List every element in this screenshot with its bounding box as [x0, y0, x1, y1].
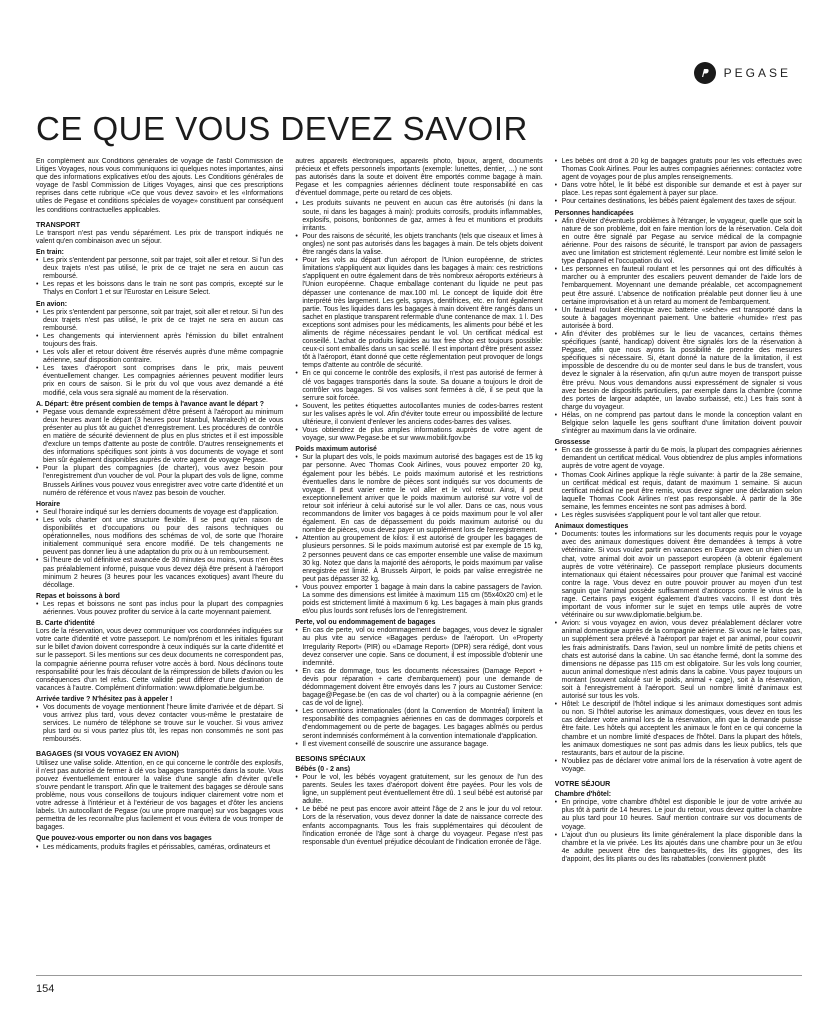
- bullet-list: [555, 158, 802, 207]
- list-item: • Les changements qui interviennent après l'émission du billet entraînent toujours des frais.: [43, 333, 283, 349]
- subsection-heading: Bébés (0 - 2 ans): [295, 765, 351, 773]
- list-item: • Pour les vols au départ d'un aéroport de l'Union européenne, de strictes limitations s'appliquent aux liquides dans les bagages à main: ces restrictions s'appliquent en outre également dans de très nombreux aéroports extérieurs à l'Union européenne. Chaque emballage contenant du liquide ne peut pas dépasser une contenance de max.100 ml. Le concept de liquide doit être interprété très largement. Les gels, sprays, dentifrices, etc. en font également partie. Tous les liquides dans les bagages à main doivent être rangés dans un sachet en plastique transparent refermable d'une contenance de max. 1 l. Des exceptions sont admises pour les médicaments, les aliments pour bébé et les aliments de régime nécessaires pendant le vol. Un certificat médical est conseillé. L'achat de produits liquides au tax free shop est toujours possible: ceux-ci sont emballés dans un sac scellé. Il est important d'être présent assez tôt à l'aéroport, étant donné que cette réglementation peut provoquer de longs temps d'attente au contrôle de sécurité.: [302, 257, 542, 370]
- section-heading: BAGAGES (SI VOUS VOYAGEZ EN AVION): [36, 750, 179, 759]
- list-item: • Les produits suivants ne peuvent en aucun cas être autorisés (ni dans la soute, ni dans les bagages à main): produits corrosifs, produits inflammables, explosifs, poisons, bonbonnes de gaz, armes à feu et munitions et produits irritants.: [302, 200, 542, 232]
- list-item: • Pour des raisons de sécurité, les objets tranchants (tels que ciseaux et limes à ongles) ne sont pas autorisés dans les bagages à main. De tels objets doivent être rangés dans la valise.: [302, 233, 542, 257]
- list-item: • En cas de perte, vol ou endommagement de bagages, vous devez le signaler au plus vite au service «Bagages perdus» de l'aéroport. Un «Property Irregularity Report» (PIR) ou «Damage Report» (DPR) sera rédigé, dont vous devez conserver une copie. Sans ce document, il est impossible d'obtenir une indemnité.: [302, 627, 542, 667]
- list-item: • Documents: toutes les informations sur les documents requis pour le voyage avec des animaux domestiques doivent être demandées à temps à votre vétérinaire. Si vous voulez partir en vacances en Europe avec un chien ou un chat, votre animal doit avoir un passeport européen (à obtenir également auprès de votre vétérinaire). Ce passeport remplace plusieurs documents internationaux qui étaient nécessaires pour prouver que l'animal est vacciné contre la rage. Vous devez en outre pouvoir prouver au moyen d'un test sanguin que l'animal possède suffisamment d'anticorps contre le virus de la rage. Certains pays exigent également d'autres vaccins. Il est dont très important de vous informer sur le sujet en temps utile auprès de votre vétérinaire ou sur www.diplomatie.belgium.be.: [562, 531, 802, 620]
- page-title: CE QUE VOUS DEVEZ SAVOIR: [36, 110, 528, 147]
- list-item: • Le bébé ne peut pas encore avoir atteint l'âge de 2 ans le jour du vol retour. Lors de la réservation, vous devez donner la date de naissance correcte des enfants accompagnants. Tous les frais supplémentaires qui découlent de l'indication erronée de l'âge sont à charge du voyageur. Pegase n'est pas responsable d'un éventuel préjudice découlant de l'indication erronée de l'âge.: [302, 806, 542, 846]
- list-item: • En cas de grossesse à partir du 6e mois, la plupart des compagnies aériennes demandent un certificat médical. Vous obtiendrez de plus amples informations auprès de votre agent de voyage.: [562, 447, 802, 471]
- list-item: • En cas de dommage, tous les documents nécessaires (Damage Report + devis pour réparation + carte d'embarquement) pour une demande de dédommagement doivent être envoyés dans les 7 jours au Customer Service: bagage@Pegase.be (en cas de vol charter) ou à la compagnie aérienne (en cas de vol de ligne).: [302, 668, 542, 708]
- list-item: • Les prix s'entendent par personne, soit par trajet, soit aller et retour. Si l'un des deux trajets n'est pas utilisé, le prix de ce trajet ne sera en aucun cas remboursé.: [43, 257, 283, 281]
- list-item: • Les médicaments, produits fragiles et périssables, caméras, ordinateurs et: [43, 844, 283, 852]
- list-item: • Vos documents de voyage mentionnent l'heure limite d'arrivée et de départ. Si vous arrivez plus tard, vous devez contacter vous-même le prestataire de services. Le numéro de téléphone se trouve sur le voucher. Si vous arrivez plus tard ou si vous partez plus tôt, les repas non consommés ne sont pas remboursés.: [43, 704, 283, 744]
- subsection-heading: Perte, vol ou endommagement de bagages: [295, 619, 436, 627]
- list-item: • Pegase vous demande expressément d'être présent à l'aéroport au minimum deux heures avant le départ (3 heures pour Istanbul, Marrakech) et de vous présenter au plus tôt au guichet d'enregistrement. Les procédures de contrôle en matière de sécurité deviennent de plus en plus strictes et il est impossible d'exclure un temps d'attente au poste de contrôle. D'autres renseignements et des informations spécifiques sont joints à vos documents de voyage et sont bien sûr également disponibles auprès de votre agent de voyage Pegase.: [43, 409, 283, 466]
- subsection-heading: Grossesse: [554, 439, 590, 447]
- subsection-heading: En train:: [36, 248, 64, 256]
- bullet-list: [36, 509, 283, 590]
- brand-name: PEGASE: [723, 66, 791, 80]
- subsection-heading: Poids maximum autorisé: [295, 446, 377, 454]
- list-item: • Il est vivement conseillé de souscrire une assurance bagage.: [302, 741, 542, 749]
- list-item: • Les vols charter ont une structure flexible. Il se peut qu'en raison de disponibilités et d'occupations ou pour des raisons techniques ou opérationnelles, nous modifions des schémas de vol, de sorte que l'horaire initialement communiqué sera encore modifié. De tels changements ne peuvent pas donner lieu à une adaptation du prix ou à un remboursement.: [43, 517, 283, 557]
- list-item: • Les personnes en fauteuil roulant et les personnes qui ont des difficultés à marcher ou à emprunter des escaliers peuvent demander de l'aide lors de l'embarquement. Moyennant une demande préalable, cet accompagnement peut être assuré. L'absence de notification préalable peut donner lieu à une certaine improvisation et à un retard au moment de l'embarquement.: [562, 266, 802, 306]
- bullet-list: [36, 309, 283, 398]
- brand-logo: [694, 62, 791, 84]
- paragraph: Le transport n'est pas vendu séparément. Les prix de transport indiqués ne valent qu'en combinaison avec un séjour.: [36, 229, 284, 245]
- list-item: • Les repas et boissons ne sont pas inclus pour la plupart des compagnies aériennes. Vous pouvez profiter du service à la carte moyennant paiement.: [43, 601, 283, 617]
- bullet-list: [295, 454, 542, 616]
- list-item: • Pour la plupart des compagnies (de charter), vous avez besoin pour l'enregistrement d'un voucher de vol. Pour la plupart des vols de ligne, comme Brussels Airlines vous pouvez vous enregistrer avec votre carte d'identité et un numéro de référence et vous n'avez pas besoin de voucher.: [43, 465, 283, 497]
- text-column-2: [295, 158, 542, 958]
- list-item: • Souvent, les petites étiquettes autocollantes munies de codes-barres restent sur les valises après le vol. Afin d'éviter toute erreur ou impossibilité de lecture ultérieure, il convient d'enlever les anciens codes-barres des valises.: [302, 403, 542, 427]
- list-item: • Les bébés ont droit à 20 kg de bagages gratuits pour les vols effectués avec Thomas Cook Airlines. Pour les autres compagnies aériennes: contactez votre agent de voyages pour de plus amples renseignements.: [562, 158, 802, 182]
- paragraph: Utilisez une valise solide. Attention, en ce qui concerne le contrôle des explosifs, il n'est pas autorisé de fermer à clé vos bagages transportés dans la soute. Vous pouvez éventuellement entourer la valise d'une sangle afin d'éviter qu'elle s'ouvre pendant le transport. Afin que le traitement des bagages se déroule sans problème, nous vous conseillons de toujours indiquer clairement votre nom et votre adresse à l'intérieur et à l'extérieur de vos bagages et d'ôter les anciens labels. Un autocollant de Pegase (ou une propre marque) sur vos bagages vous permettra de les reconnaître plus facilement et vous évitera de vous tromper de bagages.: [36, 759, 284, 832]
- list-item: • Pour certaines destinations, les bébés paient également des taxes de séjour.: [562, 198, 802, 206]
- bullet-list: [295, 200, 542, 443]
- footer-divider: [36, 975, 802, 976]
- list-item: • Vous pouvez emporter 1 bagage à main dans la cabine passagers de l'avion. La somme des dimensions est limitée à maximum 115 cm (55x40x20 cm) et le poids est strictement limité à maximum 6 kg. Les bagages à main plus grands et/ou plus lourds sont refusés lors de l'enregistrement.: [302, 584, 542, 616]
- section-heading: TRANSPORT: [36, 220, 81, 229]
- bullet-list: [36, 257, 283, 297]
- list-item: • Seul l'horaire indiqué sur les derniers documents de voyage est d'application.: [43, 509, 283, 517]
- list-item: • Thomas Cook Airlines applique la règle suivante: à partir de la 28e semaine, un certificat médical est requis, datant de maximum 1 semaine. Si aucun certificat médical ne peut être remis, vous devez signer une déclaration selon laquelle Thomas Cook Airlines n'est pas responsable. À partir de la 36e semaine, les femmes enceintes ne sont pas admises à bord.: [562, 472, 802, 512]
- subsection-heading: A. Départ: être présent combien de temps à l'avance avant le départ ?: [36, 400, 264, 408]
- bullet-list: [36, 704, 283, 744]
- list-item: • Afin d'éviter des problèmes sur le lieu de vacances, certains thèmes spécifiques (santé, handicap) doivent être signalés lors de la réservation à Pegase, afin que nous ayons la possibilité de prendre des mesures spécifiques si nécessaire. Si, étant donné la nature de la limitation, il est impossible de descendre du ou de monter seul dans le bus de transfert, vous devez le signaler à la réservation, afin qu'un autre moyen de transport puisse être prévu. Nous vous demandons aussi expressément de signaler si vous avez besoin de dispositifs particuliers, par exemple dans la chambre (comme des portes de largeur adaptée, un lavabo surbaissé, etc.) Les frais sont à charge du voyageur.: [562, 331, 802, 412]
- list-item: • Dans votre hôtel, le lit bébé est disponible sur demande et est à payer sur place. Les repas sont également à payer sur place.: [562, 182, 802, 198]
- text-column-3: [555, 158, 802, 958]
- list-item: • Vous obtiendrez de plus amples informations auprès de votre agent de voyage, sur www.Pegase.be et sur www.mobilit.fgov.be: [302, 427, 542, 443]
- subsection-heading: Animaux domestiques: [554, 523, 629, 531]
- subsection-heading: Que pouvez-vous emporter ou non dans vos bagages: [36, 835, 212, 843]
- bullet-list: [555, 218, 802, 437]
- subsection-heading: Horaire: [36, 500, 61, 508]
- section-heading: VOTRE SÉJOUR: [554, 780, 611, 789]
- text-column-1: [36, 158, 283, 958]
- list-item: • Les taxes d'aéroport sont comprises dans le prix, mais peuvent éventuellement changer. Les compagnies aériennes peuvent modifier leurs prix en cours de saison. Si le prix du vol que vous avez demandé a été modifié, cela vous sera signalé au moment de la réservation.: [43, 365, 283, 397]
- list-item: • Les règles susvisées s'appliquent pour le vol tant aller que retour.: [562, 512, 802, 520]
- list-item: • Si l'heure de vol définitive est avancée de 30 minutes ou moins, vous n'en êtes pas préalablement informé, puisque vous devez déjà être présent à l'aéroport minimum 2 heures (3 heures pour les vacances exotiques) avant l'heure du décollage.: [43, 557, 283, 589]
- paragraph: autres appareils électroniques, appareils photo, bijoux, argent, documents précieux et effets personnels importants (exemple: lunettes, dentier, ...) ne sont pas autorisés dans la soute et doivent être emportés comme bagage à main. Pegase et les compagnies aériennes déclinent toute responsabilité en cas d'éventuel dommage, perte ou retard de ces objets.: [295, 158, 543, 198]
- subsection-heading: En avion:: [36, 300, 68, 308]
- list-item: • Pour le vol, les bébés voyagent gratuitement, sur les genoux de l'un des parents. Seules les taxes d'aéroport doivent être payées. Pour les vols de ligne, un supplément peut éventuellement être dû. 1 seul bébé est autorisé par adulte.: [302, 774, 542, 806]
- paragraph: Lors de la réservation, vous devez communiquer vos coordonnées indiquées sur votre carte d'identité et votre passeport. Le nom/prénom et les initiales figurant sur le billet d'avion doivent correspondre à ceux indiqués sur la carte d'identité et sur le passeport. Si les mentions sur ces deux documents ne correspondent pas, la compagnie aérienne pourra refuser votre accès à bord. Nous déclinons toute responsabilité pour les frais découlant de la réimpression de billets d'avion ou les conséquences d'un tel refus. Cette validité peut différer d'une destination de vacances à l'autre. Complément d'information: www.diplomatie.belgium.be.: [36, 628, 284, 692]
- bullet-list: [295, 774, 542, 847]
- subsection-heading: Arrivée tardive ? N'hésitez pas à appeler !: [36, 695, 173, 703]
- paragraph: En complément aux Conditions générales de voyage de l'asbl Commission de Litiges Voyages, nous vous communiquons ici quelques notes importantes, ainsi que des informations explicatives et/ou des ajouts. Les Conditions générales de voyage de l'asbl Commission de Litiges Voyages, ainsi que ces prescriptions reprises dans cette rubrique «Ce que vous devez savoir» et les «Informations utiles de Pegase et conditions spéciales de voyage» constituent par conséquent les conditions contractuelles applicables.: [36, 158, 284, 214]
- list-item: • En ce qui concerne le contrôle des explosifs, il n'est pas autorisé de fermer à clé vos bagages transportés dans la soute. Sa douane a toujours le droit de contrôler vos bagages. Si vos valises sont fermées à clé, il se peut que la serrure soit forcée.: [302, 370, 542, 402]
- pegase-logo-icon: [694, 62, 716, 84]
- bullet-list: [36, 844, 283, 852]
- subsection-heading: B. Carte d'identité: [36, 620, 95, 628]
- list-item: • En principe, votre chambre d'hôtel est disponible le jour de votre arrivée au plus tôt à partir de 14 heures. Le jour du retour, vous devez quitter la chambre au plus tard pour 10 heures. Sauf mention contraire sur vos documents de voyage.: [562, 799, 802, 831]
- list-item: • L'ajout d'un ou plusieurs lits limite généralement la place disponible dans la chambre et la vie privée. Les lits ajoutés dans une chambre pour un 3e et/ou 4e adulte peuvent être des banquettes-lits, des lits gigognes, des lits d'appoint, des lits pliants ou des lits rabattables (conviennent plutôt: [562, 832, 802, 864]
- subsection-heading: Personnes handicapées: [554, 209, 634, 217]
- list-item: • Sur la plupart des vols, le poids maximum autorisé des bagages est de 15 kg par personne. Avec Thomas Cook Airlines, vous pouvez emporter 20 kg, également pour les bébés. Le poids maximum autorisé et les restrictions éventuelles dans le nombre de pièces sont indiqués sur vos documents de voyage. Il peut varier entre le vol aller et le vol retour. Ainsi, il peut exceptionnellement arriver que le poids maximum autorisé sur votre vol de retour soit inférieur à celui autorisé sur le vol aller. Dans ce cas, nous vous recommandons de limiter vos bagages à ce poids maximum pour le vol aller également. En cas de dépassement du poids maximum autorisé ou du nombre de pièces, vous devez payer un supplément lors de l'enregistrement.: [302, 454, 542, 535]
- bullet-list: [555, 799, 802, 864]
- list-item: • Les conventions internationales (dont la Convention de Montréal) limitent la responsabilité des compagnies aériennes en cas de dommages corporels et d'endommagement ou de perte de bagages. Les bagages abîmés ou perdus seront indemnisés conformément à la convention internationale d'application.: [302, 708, 542, 740]
- section-heading: BESOINS SPÉCIAUX: [295, 754, 366, 763]
- list-item: • N'oubliez pas de déclarer votre animal lors de la réservation à votre agent de voyage.: [562, 758, 802, 774]
- list-item: • Un fauteuil roulant électrique avec batterie «sèche» est transporté dans la soute à bagages moyennant paiement. Une batterie «humide» n'est pas autorisée à bord.: [562, 307, 802, 331]
- bullet-list: [555, 531, 802, 774]
- list-item: • Hélas, on ne comprend pas partout dans le monde la conception valant en Belgique selon laquelle les gens souffrant d'une limitation doivent pouvoir s'intégrer au maximum dans la vie ordinaire.: [562, 412, 802, 436]
- page-number: 154: [36, 983, 55, 995]
- list-item: • Les prix s'entendent par personne, soit par trajet, soit aller et retour. Si l'un des deux trajets n'est pas utilisé, le prix de ce trajet ne sera en aucun cas remboursé.: [43, 309, 283, 333]
- subsection-heading: Repas et boissons à bord: [36, 592, 120, 600]
- bullet-list: [555, 447, 802, 520]
- list-item: • Attention au groupement de kilos: il est autorisé de grouper les bagages de plusieurs personnes. Si le poids maximum autorisé est par exemple de 15 kg, 2 personnes peuvent dans ce cas emporter ensemble une valise de maximum 30 kg. Notez que dans la majorité des aéroports, le poids maximum par valise enregistrée est limité. À Brussels Airport, le poids par valise enregistrée ne peut pas dépasser 32 kg.: [302, 535, 542, 584]
- list-item: • Avion: si vous voyagez en avion, vous devez préalablement déclarer votre animal domestique auprès de la compagnie aérienne. Si vous ne le faites pas, un supplément sera prélevé à l'aéroport par trajet et par animal, pour couvrir les frais administratifs. Dans l'avion, seul un nombre limité de petits chiens et chats est autorisé dans la cabine. Un sac étanche fermé, dont la somme des dimensions ne dépasse pas 115 cm est obligatoire. Sur les vols long courrier, aucun animal domestique n'est admis dans la cabine. Vous payez toujours un montant (souvent calculé sur le poids, animal + cage), soit à la réservation, soit à l'enregistrement à l'aéroport. Seul un nombre limité d'animaux est autorisé sur tous les vols.: [562, 620, 802, 701]
- article-body: [36, 158, 802, 958]
- bullet-list: [295, 627, 542, 748]
- list-item: • Les vols aller et retour doivent être réservés auprès d'une même compagnie aérienne, sauf disposition contraire.: [43, 349, 283, 365]
- list-item: • Afin d'éviter d'éventuels problèmes à l'étranger, le voyageur, quelle que soit la nature de son problème, doit en faire mention lors de la réservation. Cela doit en outre être signalé par Pegase au service médical de la compagnie aérienne. Pour des raisons de sécurité, le transport par avion de passagers avec une limitation est strictement réglementé. Leur nombre est limité selon le type d'appareil et l'occupation du vol.: [562, 218, 802, 267]
- bullet-list: [36, 409, 283, 498]
- list-item: • Les repas et les boissons dans le train ne sont pas compris, excepté sur le Thalys en Confort 1 et sur l'Eurostar en Leisure Select.: [43, 281, 283, 297]
- subsection-heading: Chambre d'hôtel:: [554, 791, 612, 799]
- bullet-list: [36, 601, 283, 617]
- list-item: • Hôtel: Le descriptif de l'hôtel indique si les animaux domestiques sont admis ou non. Si l'hôtel autorise les animaux domestiques, vous devez en tous les cas déclarer votre animal lors de la réservation, afin que la demande puisse être faite. Les hôtels qui acceptent les animaux le font en ce qui concerne la chambre et un nombre limité d'espaces de l'hôtel. Dans la plupart des hôtels, les animaux domestiques ne sont pas admis dans les lieux publics, tels que restaurants, bars et autour de la piscine.: [562, 701, 802, 758]
